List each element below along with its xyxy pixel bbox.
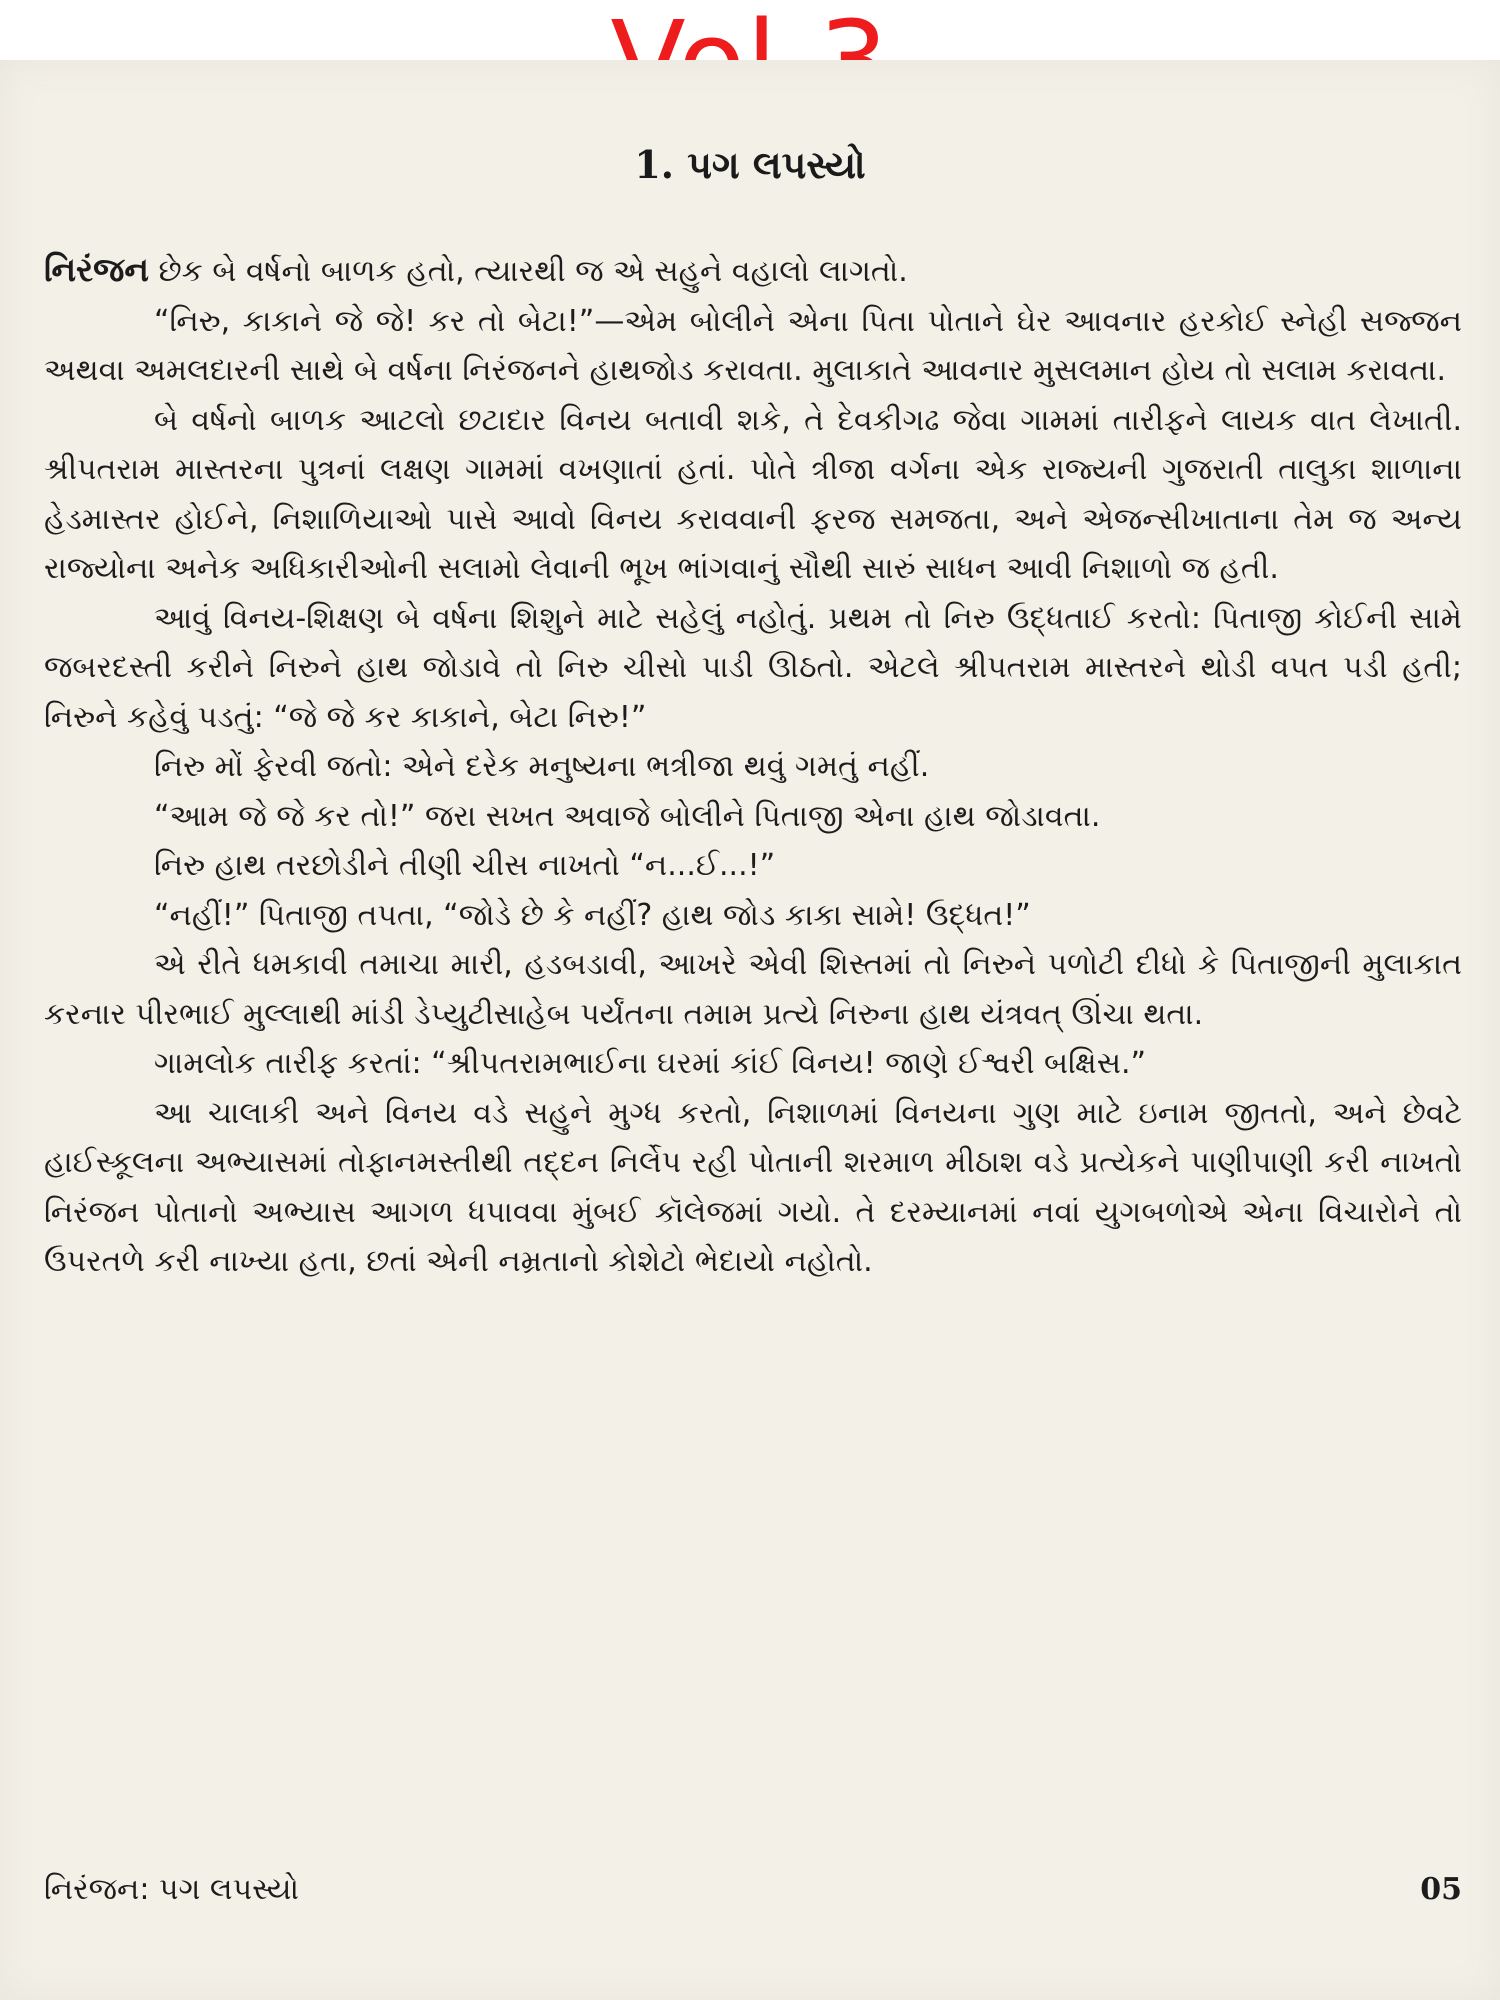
paragraph-text: છેક બે વર્ષનો બાળક હતો, ત્યારથી જ એ સહુને વહાલો લાગતો.: [148, 254, 908, 289]
paragraph-7: નિરુ હાથ તરછોડીને તીણી ચીસ નાખતો “ન...ઈ...!”: [154, 848, 776, 883]
paragraph-3: બે વર્ષનો બાળક આટલો છટાદાર વિનય બતાવી શકે, તે દેવકીગઢ જેવા ગામમાં તારીફને લાયક વાત લેખાતી. શ્રીપતરામ માસ્તરના પુત્રનાં લક્ષણ ગામમાં વખણાતાં હતાં. પોતે ત્રીજા વર્ગના એક રાજ્યની ગુજરાતી તાલુકા શાળાના હેડમાસ્તર હોઈને, નિશાળિયાઓ પાસે આવો વિનય કરાવવાની ફરજ સમજતા, અને એજન્સીખાતાના તેમ જ અન્ય રાજ્યોના અનેક અધિકારીઓની સલામો લેવાની ભૂખ ભાંગવાનું સૌથી સારું સાધન આવી નિશાળો જ હતી.: [44, 402, 1462, 586]
paragraph-4: આવું વિનય-શિક્ષણ બે વર્ષના શિશુને માટે સહેલું નહોતું. પ્રથમ તો નિરુ ઉદ્ધતાઈ કરતો: પિતાજી કોઈની સામે જબરદસ્તી કરીને નિરુને હાથ જોડાવે તો નિરુ ચીસો પાડી ઊઠતો. એટલે શ્રીપતરામ માસ્તરને થોડી વપત પડી હતી; નિરુને કહેવું પડતું: “જે જે કર કાકાને, બેટા નિરુ!”: [44, 600, 1462, 735]
paragraph-9: એ રીતે ધમકાવી તમાચા મારી, હડબડાવી, આખરે એવી શિસ્તમાં તો નિરુને પળોટી દીધો કે પિતાજીની મુલાકાત કરનાર પીરભાઈ મુલ્લાથી માંડી ડેપ્યુટીસાહેબ પર્યંતના તમામ પ્રત્યે નિરુના હાથ યંત્રવત્ ઊંચા થતા.: [44, 947, 1462, 1032]
paragraph-10: ગામલોક તારીફ કરતાં: “શ્રીપતરામભાઈના ઘરમાં કાંઈ વિનય! જાણે ઈશ્વરી બક્ષિસ.”: [154, 1046, 1147, 1081]
page-footer: [44, 1872, 1462, 1922]
paragraph-11: આ ચાલાકી અને વિનય વડે સહુને મુગ્ધ કરતો, નિશાળમાં વિનયના ગુણ માટે ઇનામ જીતતો, અને છેવટે હાઈસ્કૂલના અભ્યાસમાં તોફાનમસ્તીથી તદ્દન નિર્લેપ રહી પોતાની શરમાળ મીઠાશ વડે પ્રત્યેકને પાણીપાણી કરી નાખતો નિરંજન પોતાનો અભ્યાસ આગળ ધપાવવા મુંબઈ કૉલેજમાં ગયો. તે દરમ્યાનમાં નવાં યુગબળોએ એના વિચારોને તો ઉપરતળે કરી નાખ્યા હતા, છતાં એની નમ્રતાનો કોશેટો ભેદાયો નહોતો.: [44, 1095, 1462, 1279]
chapter-body: [44, 245, 1462, 1287]
paragraph-lead-word: નિરંજન: [44, 250, 149, 289]
paragraph-2: “નિરુ, કાકાને જે જે! કર તો બેટા!”—એમ બોલીને એના પિતા પોતાને ઘેર આવનાર હરકોઈ સ્નેહી સજ્જન અથવા અમલદારની સાથે બે વર્ષના નિરંજનને હાથજોડ કરાવતા. મુલાકાતે આવનાર મુસલમાન હોય તો સલામ કરાવતા.: [44, 303, 1462, 388]
page-number: 05: [1420, 1872, 1462, 1907]
running-title: નિરંજન: પગ લપસ્યો: [44, 1872, 299, 1907]
chapter-title: 1. પગ લપસ્યો: [634, 142, 866, 187]
paragraph-8: “નહીં!” પિતાજી તપતા, “જોડે છે કે નહીં? હાથ જોડ કાકા સામે! ઉદ્ધત!”: [154, 897, 1031, 933]
paragraph-6: “આમ જે જે કર તો!” જરા સખત અવાજે બોલીને પિતાજી એના હાથ જોડાવતા.: [154, 798, 1101, 834]
paragraph-5: નિરુ મોં ફેરવી જતો: એને દરેક મનુષ્યના ભત્રીજા થવું ગમતું નહીં.: [154, 749, 930, 784]
paragraph-1: [44, 245, 1462, 297]
